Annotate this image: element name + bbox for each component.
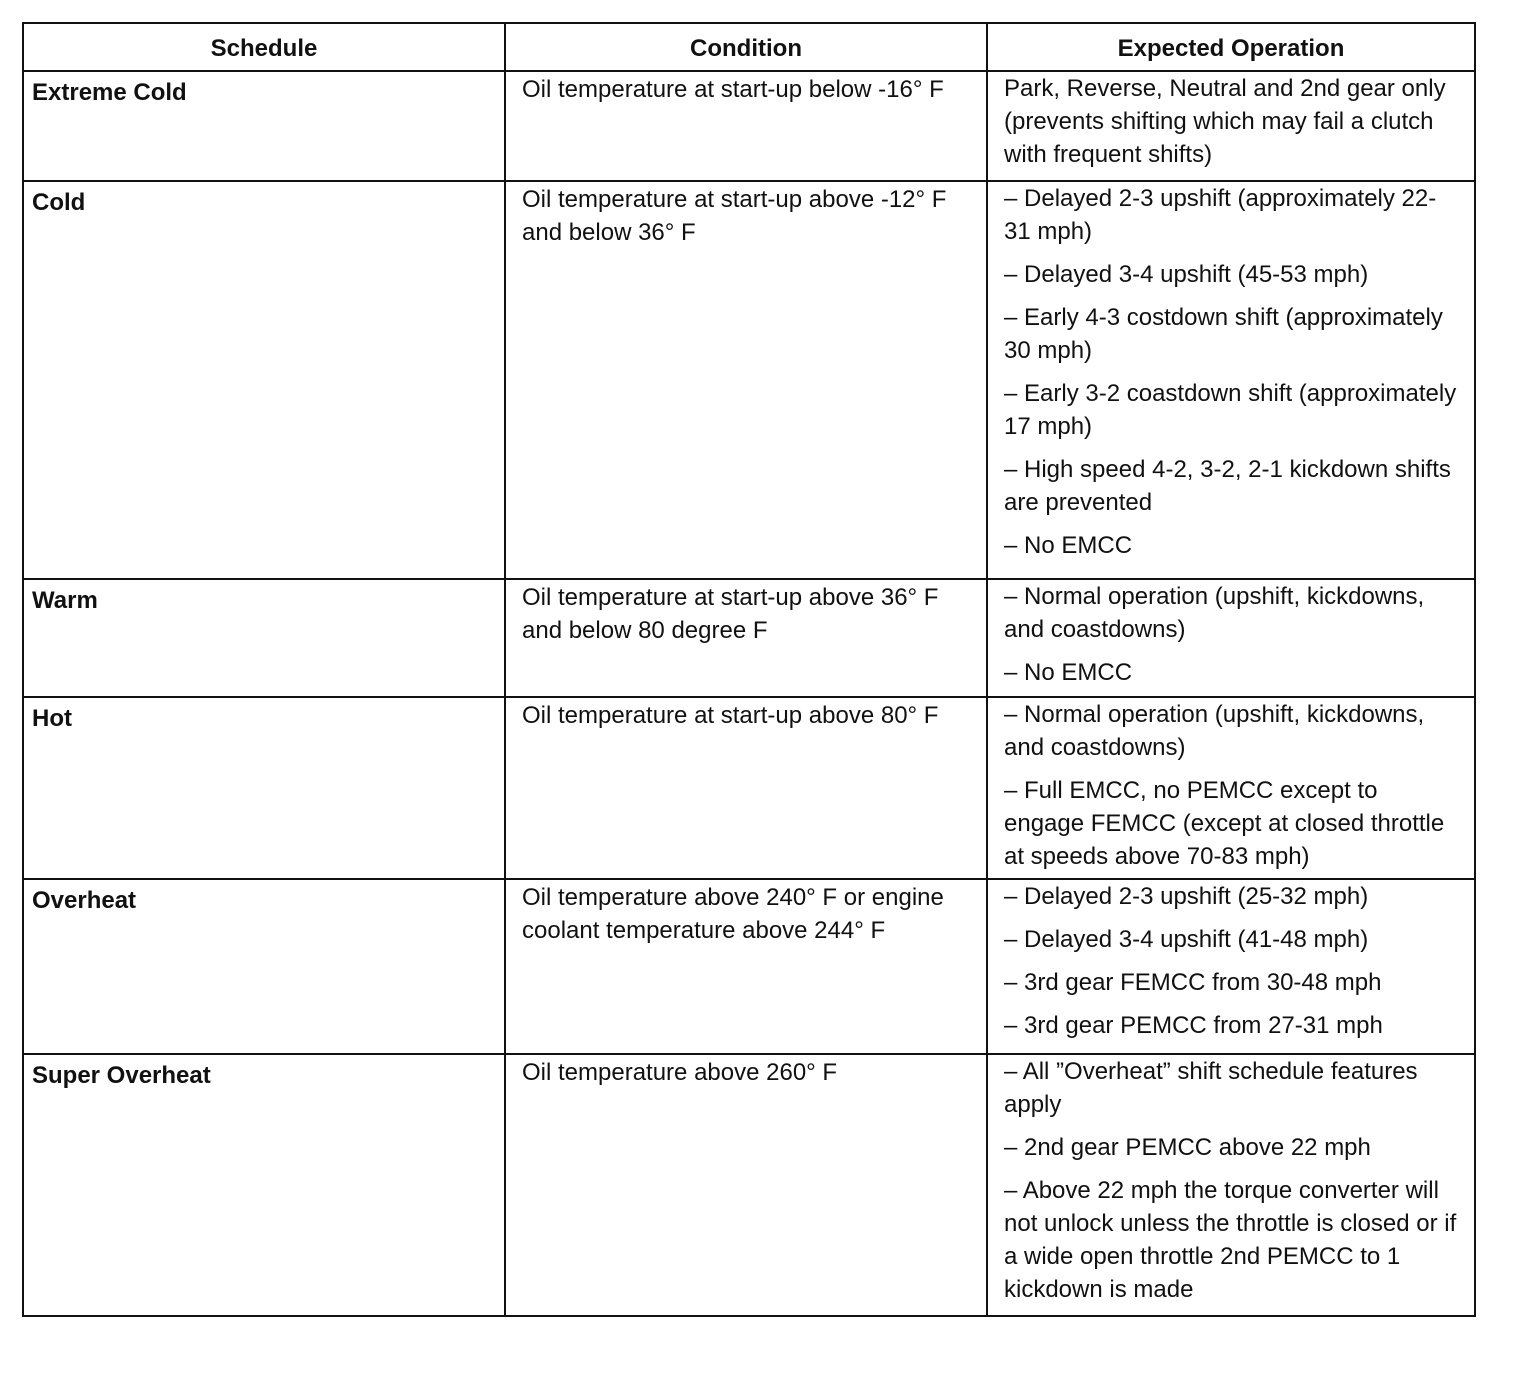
schedule-cell: Cold: [23, 181, 505, 579]
operation-item: Park, Reverse, Neutral and 2nd gear only (prevents shifting which may fail a clutch with frequent shifts): [1004, 75, 1446, 168]
operation-item: – Delayed 3-4 upshift (41-48 mph): [1004, 926, 1369, 953]
operation-item: – Delayed 2-3 upshift (25-32 mph): [1004, 883, 1369, 910]
shift-schedule-table: [22, 22, 1476, 1317]
operation-cell: [987, 879, 1475, 1054]
schedule-cell: Extreme Cold: [23, 71, 505, 181]
schedule-cell: Super Overheat: [23, 1054, 505, 1316]
table-row: [23, 181, 1475, 579]
header-schedule: Schedule: [23, 23, 505, 71]
operation-item: – Delayed 2-3 upshift (approximately 22-31 mph): [1004, 185, 1437, 245]
operation-item: – Normal operation (upshift, kickdowns, and coastdowns): [1004, 701, 1425, 761]
operation-cell: [987, 579, 1475, 697]
operation-item: – Normal operation (upshift, kickdowns, and coastdowns): [1004, 583, 1425, 643]
table-row: [23, 697, 1475, 879]
operation-item: – Early 4-3 costdown shift (approximately 30 mph): [1004, 304, 1443, 364]
operation-item: – Above 22 mph the torque converter will not unlock unless the throttle is closed or if a wide open throttle 2nd PEMCC to 1 kickdown is made: [1004, 1177, 1457, 1303]
operation-item: – All ”Overheat” shift schedule features apply: [1004, 1058, 1418, 1118]
operation-item: – 3rd gear FEMCC from 30-48 mph: [1004, 969, 1382, 996]
operation-cell: [987, 181, 1475, 579]
header-condition: Condition: [505, 23, 987, 71]
operation-cell: [987, 1054, 1475, 1316]
condition-cell: Oil temperature at start-up above 36° F and below 80 degree F: [505, 579, 987, 697]
operation-item: – No EMCC: [1004, 532, 1133, 559]
condition-cell: Oil temperature at start-up below -16° F: [505, 71, 987, 181]
operation-item: – Delayed 3-4 upshift (45-53 mph): [1004, 261, 1369, 288]
operation-item: – High speed 4-2, 3-2, 2-1 kickdown shifts are prevented: [1004, 456, 1451, 516]
table-row: [23, 879, 1475, 1054]
operation-item: – No EMCC: [1004, 659, 1133, 686]
table-row: [23, 579, 1475, 697]
condition-cell: Oil temperature at start-up above 80° F: [505, 697, 987, 879]
operation-item: – 2nd gear PEMCC above 22 mph: [1004, 1134, 1371, 1161]
table-row: [23, 71, 1475, 181]
schedule-cell: Warm: [23, 579, 505, 697]
schedule-cell: Hot: [23, 697, 505, 879]
operation-item: – Full EMCC, no PEMCC except to engage FEMCC (except at closed throttle at speeds above 70-83 mph): [1004, 777, 1445, 870]
operation-item: – Early 3-2 coastdown shift (approximately 17 mph): [1004, 380, 1457, 440]
condition-cell: Oil temperature above 240° F or engine coolant temperature above 244° F: [505, 879, 987, 1054]
table-row: [23, 1054, 1475, 1316]
header-expected-operation: Expected Operation: [987, 23, 1475, 71]
header-row: [23, 23, 1475, 71]
operation-cell: [987, 71, 1475, 181]
condition-cell: Oil temperature above 260° F: [505, 1054, 987, 1316]
condition-cell: Oil temperature at start-up above -12° F and below 36° F: [505, 181, 987, 579]
schedule-cell: Overheat: [23, 879, 505, 1054]
operation-cell: [987, 697, 1475, 879]
operation-item: – 3rd gear PEMCC from 27-31 mph: [1004, 1012, 1383, 1039]
